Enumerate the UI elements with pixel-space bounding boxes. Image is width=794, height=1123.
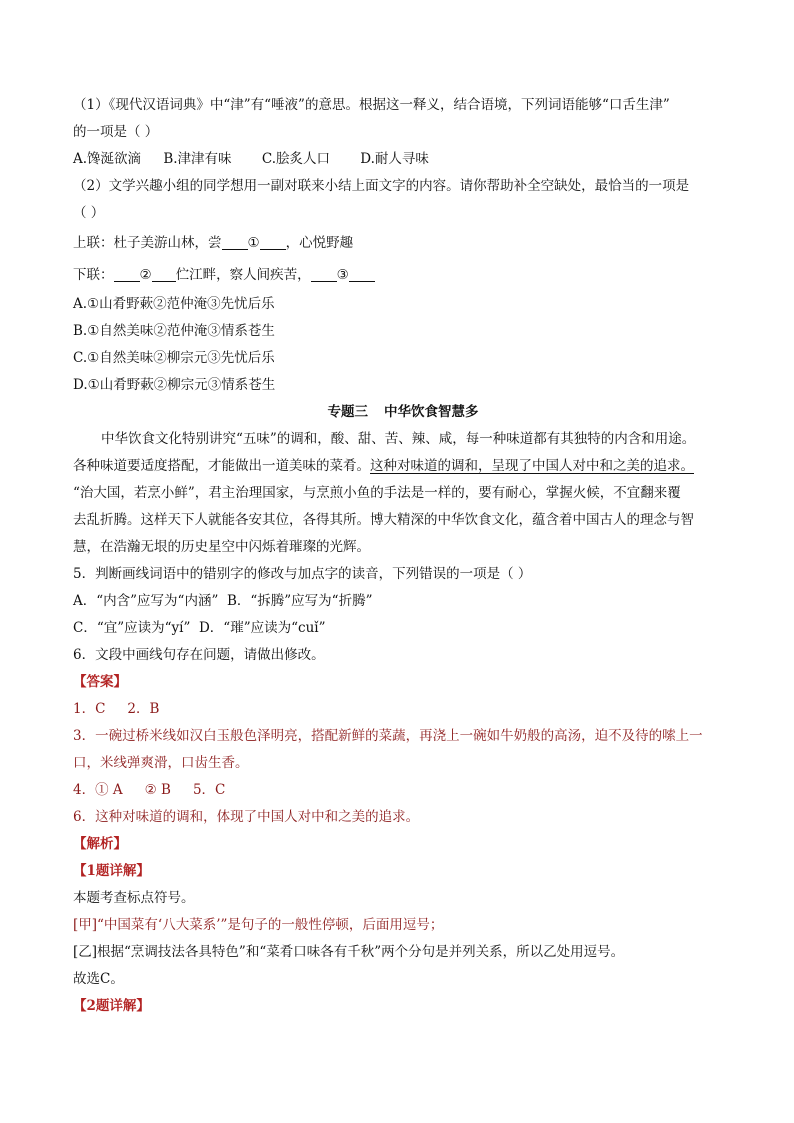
passage-line5: 慧，在浩瀚无垠的历史星空中闪烁着璀璨的光辉。 — [73, 539, 370, 555]
q2-option-c: C.①自然美味②柳宗元③先忧后乐 — [73, 350, 275, 366]
detail-1-line1: 本题考查标点符号。 — [73, 890, 195, 906]
topic3-title: 专题三 中华饮食智慧多 — [327, 404, 479, 420]
answer-heading: 【答案】 — [73, 674, 127, 690]
underlined-sentence: 这种对味道的调和，呈现了中国人对中和之美的追求。 — [370, 458, 694, 474]
q1-option-c: C.脍炙人口 — [261, 151, 330, 167]
q1-option-b: B.津津有味 — [163, 151, 232, 167]
detail-1-line2: [甲]“中国菜有‘八大菜系’”是句子的一般性停顿，后面用逗号； — [73, 917, 444, 933]
analysis-heading: 【解析】 — [73, 836, 127, 852]
answer-6: 6．这种对味道的调和，体现了中国人对中和之美的追求。 — [73, 809, 420, 825]
q5-option-a: A．“内含”应写为“内涵” — [73, 593, 219, 609]
q1-option-d: D.耐人寻味 — [360, 151, 429, 167]
q2-option-a: A.①山肴野蔌②范仲淹③先忧后乐 — [73, 296, 275, 312]
detail-1-line4: 故选C。 — [73, 971, 124, 987]
blank-line — [114, 267, 140, 282]
q2-option-b: B.①自然美味②范仲淹③情系苍生 — [73, 323, 275, 339]
blank-line — [152, 267, 176, 282]
answer-3-line1: 3．一碗过桥米线如汉白玉般色泽明亮，搭配新鲜的菜蔬，再浇上一碗如牛奶般的高汤，迫不及待的嗦上一 — [73, 728, 703, 744]
couplet-upper: 上联：杜子美游山林，尝 ① ，心悦野趣 — [73, 235, 354, 251]
passage-line4: 去乱折腾。这样天下人就能各安其位，各得其所。博大精深的中华饮食文化，蕴含着中国古人的理念与智 — [73, 512, 694, 528]
q6-stem: 6．文段中画线句存在问题，请做出修改。 — [73, 647, 325, 663]
detail-2-heading: 【2题详解】 — [73, 998, 150, 1014]
answer-3-line2: 口，米线弹爽滑，口齿生香。 — [73, 755, 249, 771]
q5-option-c: C．“宜”应读为“yí” — [73, 620, 191, 636]
answer-4-5: 4．① A ② B 5．C — [73, 782, 226, 798]
marker-1: ① — [247, 235, 260, 251]
marker-3: ③ — [336, 267, 349, 283]
q5-options-ab — [73, 588, 733, 615]
q1-options — [73, 146, 733, 173]
marker-2: ② — [139, 267, 152, 283]
q1-stem-line2: 的一项是（ ） — [73, 124, 159, 140]
q2-option-d: D.①山肴野蔌②柳宗元③情系苍生 — [73, 377, 276, 393]
document-page — [73, 92, 733, 1020]
detail-1-line3: [乙]根据“烹调技法各具特色”和“菜肴口味各有千秋”两个分句是并列关系，所以乙处用逗号。 — [73, 944, 625, 960]
q2-stem-line1: （2）文学兴趣小组的同学想用一副对联来小结上面文字的内容。请你帮助补全空缺处，最恰当的一项是 — [73, 178, 690, 194]
answer-1-2: 1．C 2．B — [73, 701, 160, 717]
passage-line1: 中华饮食文化特别讲究“五味”的调和，酸、甜、苦、辣、咸，每一种味道都有其独特的内含和用途。 — [101, 431, 696, 447]
blank-line — [260, 235, 286, 250]
passage-line3: “治大国，若烹小鲜”，君主治理国家，与烹煎小鱼的手法是一样的，要有耐心，掌握火候，不宜翻来覆 — [73, 485, 681, 501]
q5-option-d: D．“璀”应读为“cuǐ” — [198, 620, 326, 636]
q5-option-b: B．“拆腾”应写为“折腾” — [226, 593, 373, 609]
passage-line2: 各种味道要适度搭配，才能做出一道美味的菜肴。这种对味道的调和，呈现了中国人对中和之美的追求。 — [73, 458, 694, 474]
detail-1-heading: 【1题详解】 — [73, 863, 150, 879]
q5-options-cd — [73, 615, 733, 642]
q1-stem-line1: （1）《现代汉语词典》中“津”有“唾液”的意思。根据这一释义，结合语境，下列词语能够“口舌生津” — [73, 97, 670, 113]
q1-option-a: A.馋涎欲滴 — [73, 151, 142, 167]
q2-stem-line2: （ ） — [73, 205, 105, 221]
blank-line — [222, 235, 248, 250]
q5-stem: 5．判断画线词语中的错别字的修改与加点字的读音，下列错误的一项是（ ） — [73, 566, 532, 582]
couplet-lower: 下联： ② 伫江畔，察人间疾苦， ③ — [73, 259, 733, 291]
blank-line — [311, 267, 337, 282]
blank-line — [349, 267, 375, 282]
